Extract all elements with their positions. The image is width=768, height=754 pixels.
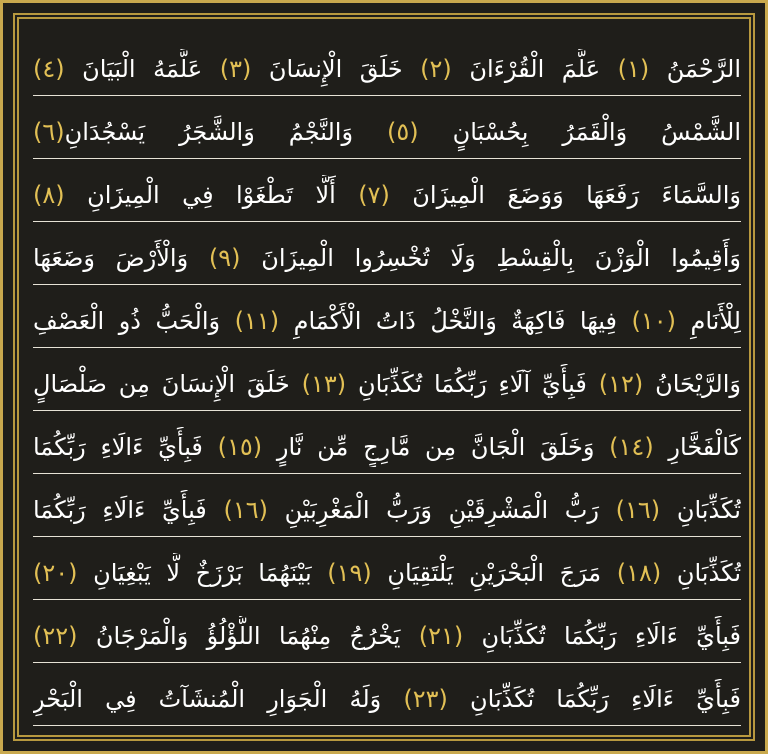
- verse-text: رَبُّ الْمَشْرِقَيْنِ وَرَبُّ الْمَغْرِبَيْنِ: [267, 496, 616, 524]
- ayah-number: (٣): [219, 55, 252, 83]
- verse-line-text: [33, 364, 741, 404]
- verse-text: أَلَّا تَطْغَوْا فِي الْمِيزَانِ: [64, 181, 359, 209]
- verse-text: وَلَهُ الْجَوَارِ الْمُنشَآتُ فِي الْبَحْرِ: [33, 685, 404, 713]
- verse-text: خَلَقَ الْإِنسَانَ: [251, 55, 421, 83]
- ayah-number: (٢٣): [403, 685, 448, 713]
- verse-text: يَخْرُجُ مِنْهُمَا اللُّؤْلُؤُ وَالْمَرْجَانُ: [77, 622, 419, 650]
- ayah-number: (٢): [420, 55, 452, 83]
- verse-line: [33, 222, 741, 285]
- verse-text: فَبِأَيِّ ءَالَاءِ رَبِّكُمَا تُكَذِّبَانِ: [463, 622, 741, 650]
- verse-line-text: [33, 49, 741, 89]
- verse-text: تُكَذِّبَانِ: [660, 496, 741, 524]
- verse-text: وَالسَّمَاءَ رَفَعَهَا وَوَضَعَ الْمِيزَانَ: [389, 181, 741, 209]
- verse-line: [33, 411, 741, 474]
- ayah-number: (١٨): [616, 559, 662, 587]
- verse-text: وَخَلَقَ الْجَانَّ مِن مَّارِجٍ مِّن نَّارٍ: [262, 433, 610, 461]
- verse-text: لِلْأَنَامِ: [676, 307, 741, 335]
- verse-text: الرَّحْمَنُ: [649, 55, 741, 83]
- verse-text: عَلَّمَهُ الْبَيَانَ: [64, 55, 220, 83]
- quran-text-page: [33, 33, 741, 729]
- verse-line-text: [33, 175, 741, 215]
- ayah-number: (١٤): [609, 433, 654, 461]
- ayah-number: (٧): [358, 181, 390, 209]
- verse-line-text: [33, 427, 741, 467]
- verse-line: [33, 348, 741, 411]
- ayah-number: (١٦): [615, 496, 661, 524]
- ayah-number: (١٩): [327, 559, 372, 587]
- verse-text: وَالنَّجْمُ وَالشَّجَرُ يَسْجُدَانِ: [64, 118, 387, 146]
- verse-line: [33, 159, 741, 222]
- verse-line-text: [33, 301, 741, 341]
- verse-text: وَالْأَرْضَ وَضَعَهَا: [33, 244, 209, 272]
- verse-text: فَبِأَيِّ ءَالَاءِ رَبِّكُمَا تُكَذِّبَانِ: [447, 685, 741, 713]
- ayah-number: (٤): [33, 55, 65, 83]
- verse-text: مَرَجَ الْبَحْرَيْنِ يَلْتَقِيَانِ: [371, 559, 617, 587]
- verse-text: تُكَذِّبَانِ: [661, 559, 741, 587]
- ayah-number: (١٦): [223, 496, 268, 524]
- verse-line-text: [33, 553, 741, 593]
- verse-text: وَالرَّيْحَانُ: [643, 370, 741, 398]
- ayah-number: (١٣): [301, 370, 347, 398]
- verse-line-text: [33, 112, 741, 152]
- verse-line-text: [33, 238, 741, 278]
- verse-text: كَالْفَخَّارِ: [653, 433, 741, 461]
- verse-line-text: [33, 490, 741, 530]
- ayah-number: (١): [617, 55, 650, 83]
- ayah-number: (٩): [208, 244, 241, 272]
- ayah-number: (٢١): [418, 622, 464, 650]
- ayah-number: (٢٢): [33, 622, 78, 650]
- ayah-number: (٥): [387, 118, 419, 146]
- verse-text: وَالْحَبُّ ذُو الْعَصْفِ: [33, 307, 235, 335]
- verse-text: بَيْنَهُمَا بَرْزَخٌ لَّا يَبْغِيَانِ: [77, 559, 328, 587]
- ayah-number: (٨): [33, 181, 65, 209]
- verse-text: فَبِأَيِّ ءَالَاءِ رَبِّكُمَا: [33, 433, 218, 461]
- verse-line: [33, 285, 741, 348]
- verse-text: خَلَقَ الْإِنسَانَ مِن صَلْصَالٍ: [33, 370, 302, 398]
- verse-text: فَبِأَيِّ ءَالَاءِ رَبِّكُمَا: [33, 496, 224, 524]
- ayah-number: (١٠): [631, 307, 677, 335]
- ayah-number: (١١): [234, 307, 280, 335]
- verse-text: فِيهَا فَاكِهَةٌ وَالنَّخْلُ ذَاتُ الْأَكْمَامِ: [279, 307, 632, 335]
- verse-line: [33, 474, 741, 537]
- verse-text: عَلَّمَ الْقُرْءَانَ: [451, 55, 618, 83]
- verse-text: الشَّمْسُ وَالْقَمَرُ بِحُسْبَانٍ: [418, 118, 741, 146]
- verse-line: [33, 663, 741, 726]
- verse-line: [33, 96, 741, 159]
- ayah-number: (١٥): [217, 433, 263, 461]
- verse-line: [33, 33, 741, 96]
- verse-line: [33, 537, 741, 600]
- verse-line: [33, 600, 741, 663]
- verse-text: وَأَقِيمُوا الْوَزْنَ بِالْقِسْطِ وَلَا تُخْسِرُوا الْمِيزَانَ: [240, 244, 741, 272]
- ayah-number: (١٢): [598, 370, 644, 398]
- ayah-number: (٢٠): [33, 559, 78, 587]
- verse-text: فَبِأَيِّ آلَاءِ رَبِّكُمَا تُكَذِّبَانِ: [346, 370, 599, 398]
- verse-line-text: [33, 679, 741, 719]
- ayah-number: (٦): [33, 118, 65, 146]
- verse-line-text: [33, 616, 741, 656]
